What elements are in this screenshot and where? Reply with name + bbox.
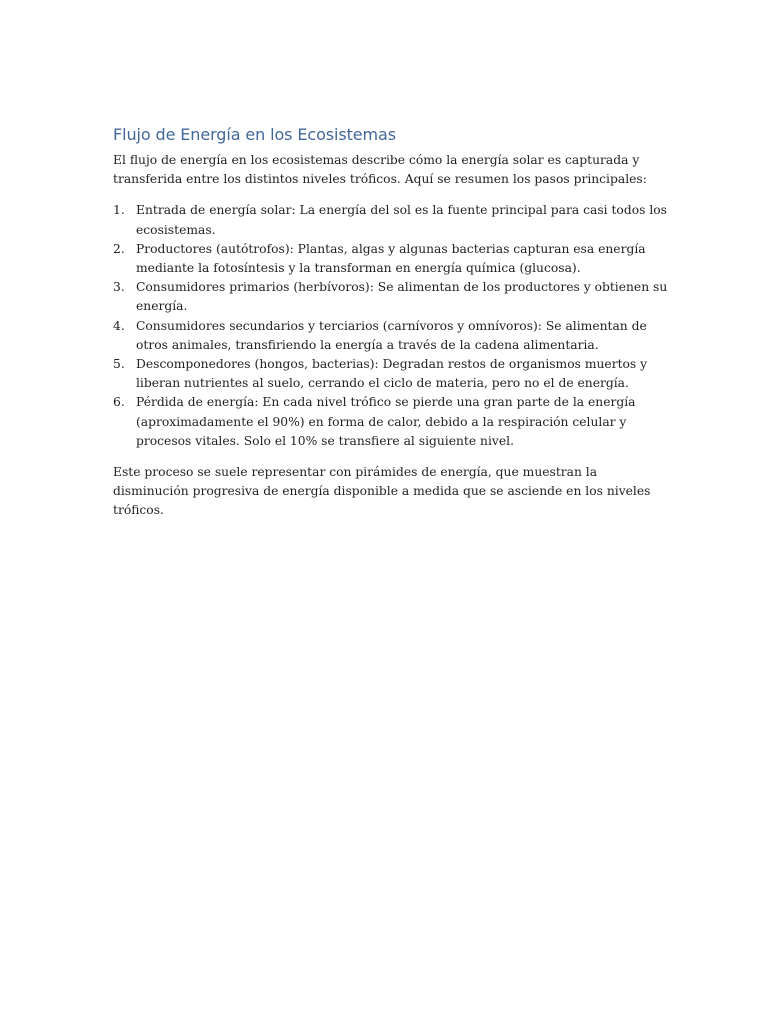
list-item bbox=[113, 317, 668, 355]
document-title: Flujo de Energía en los Ecosistemas bbox=[113, 125, 396, 144]
list-item-text: Pérdida de energía: En cada nivel trófico se pierde una gran parte de la energía (aproximadamente el 90%) en forma de calor, debido a la respiración celular y procesos vitales. Solo el 10% se transfiere al siguiente nivel. bbox=[136, 395, 636, 448]
list-item-text: Productores (autótrofos): Plantas, algas y algunas bacterias capturan esa energía mediante la fotosíntesis y la transforman en energía química (glucosa). bbox=[136, 241, 646, 276]
list-item-number: 6. bbox=[113, 395, 125, 410]
list-item bbox=[113, 393, 668, 451]
list-item-text: Descomponedores (hongos, bacterias): Degradan restos de organismos muertos y liberan nutrientes al suelo, cerrando el ciclo de materia, pero no el de energía. bbox=[136, 357, 648, 391]
list-item bbox=[113, 240, 668, 278]
list-item-text: Entrada de energía solar: La energía del sol es la fuente principal para casi todos los ecosistemas. bbox=[136, 203, 667, 237]
intro-paragraph: El flujo de energía en los ecosistemas describe cómo la energía solar es capturada y transferida entre los distintos niveles tróficos. Aquí se resumen los pasos principales: bbox=[113, 153, 647, 187]
list-item-number: 5. bbox=[113, 357, 125, 372]
list-item-text: Consumidores secundarios y terciarios (carnívoros y omnívoros): Se alimentan de otros animales, transfiriendo la energía a través de la cadena alimentaria. bbox=[136, 318, 647, 352]
list-item bbox=[113, 201, 668, 239]
list-item-number: 2. bbox=[113, 241, 125, 256]
list-item-number: 1. bbox=[113, 203, 125, 218]
list-item bbox=[113, 278, 668, 316]
list-item-text: Consumidores primarios (herbívoros): Se alimentan de los productores y obtienen su energía. bbox=[136, 280, 668, 314]
list-item-number: 4. bbox=[113, 318, 125, 333]
closing-paragraph: Este proceso se suele representar con pirámides de energía, que muestran la disminución progresiva de energía disponible a medida que se asciende en los niveles tróficos. bbox=[113, 465, 651, 518]
steps-list bbox=[113, 201, 668, 451]
list-item-number: 3. bbox=[113, 280, 125, 295]
list-item bbox=[113, 355, 668, 393]
